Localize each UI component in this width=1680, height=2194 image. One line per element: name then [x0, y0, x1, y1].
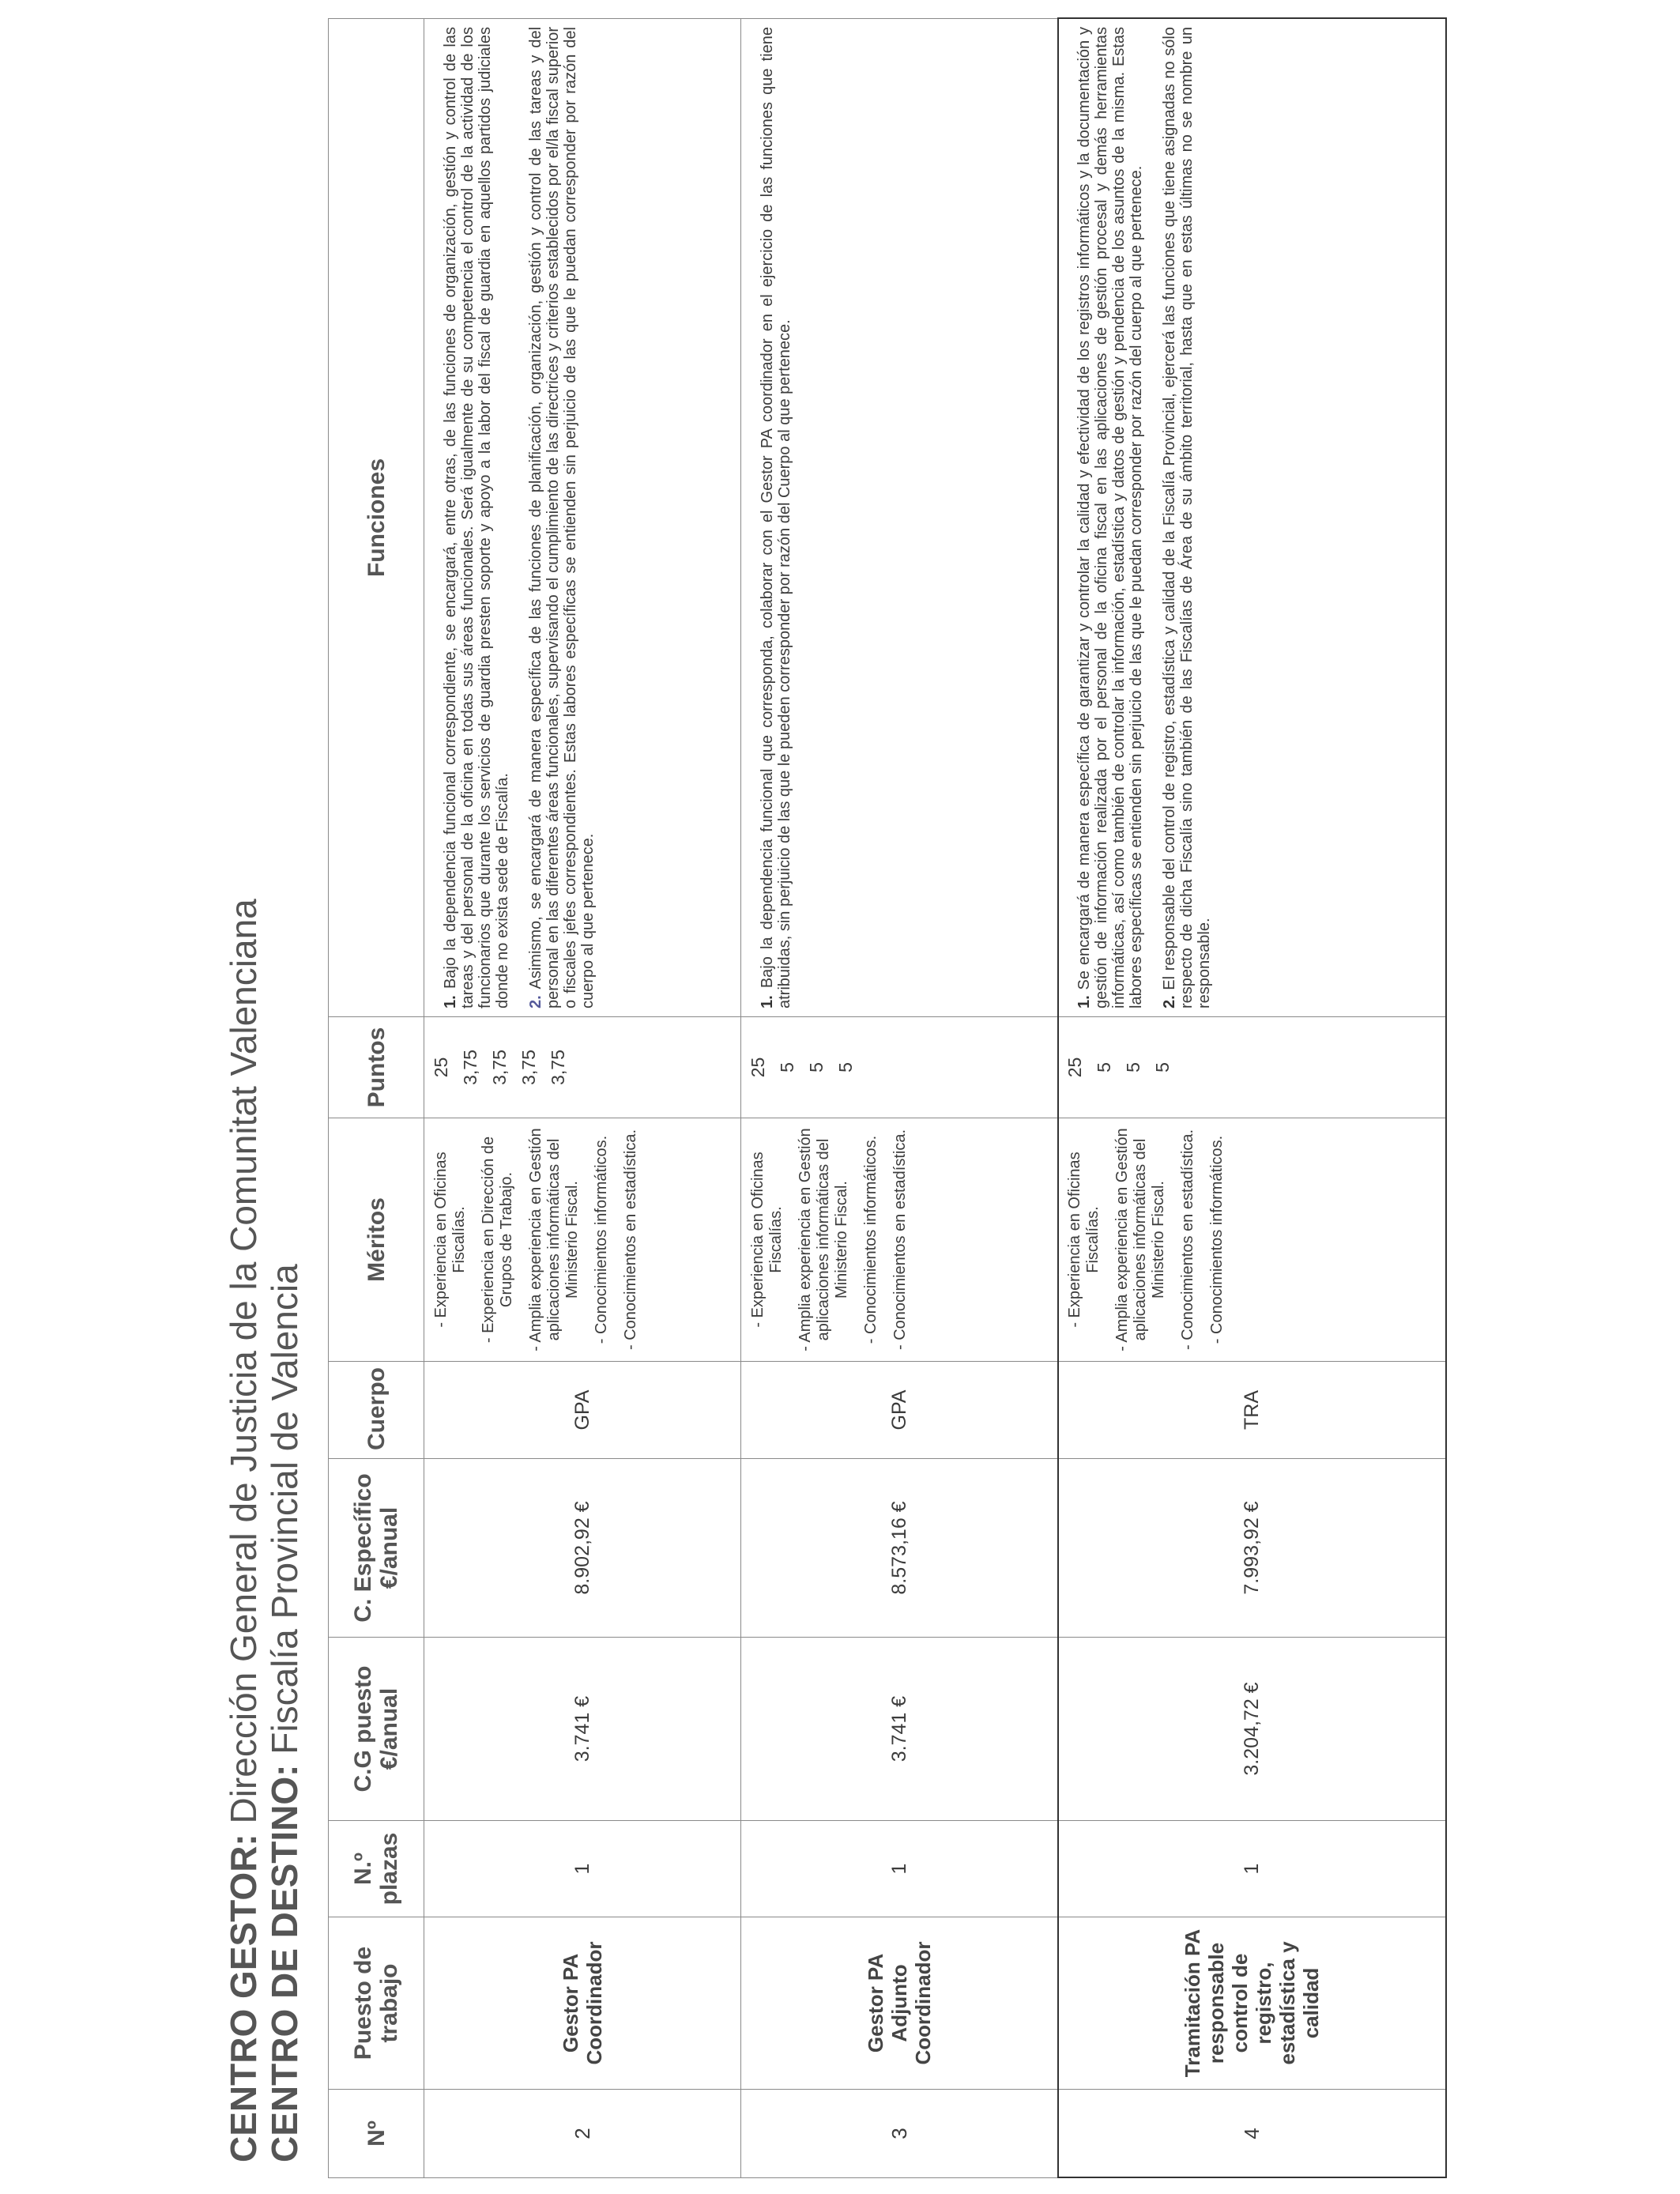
- funciones-cell: [741, 19, 1058, 1017]
- funcion-number: 1.: [442, 995, 459, 1008]
- col-meritos-header: Méritos: [329, 1118, 424, 1362]
- col-num-header: Nº: [329, 2090, 424, 2178]
- cuerpo: GPA: [424, 1362, 741, 1459]
- c-especifico-anual: 8.573,16 €: [741, 1459, 1058, 1638]
- merito-item: - Experiencia en Dirección de Grupos de Trabajo.: [480, 1136, 515, 1344]
- funcion-number: 2.: [527, 995, 544, 1008]
- funcion-paragraph: [759, 27, 793, 1008]
- puntos-item: 5: [1094, 1062, 1114, 1072]
- centro-destino-value: Fiscalía Provincial de Valencia: [264, 1264, 305, 1755]
- row-number: 2: [424, 2090, 741, 2178]
- puntos-item: 3,75: [460, 1050, 480, 1085]
- cuerpo: TRA: [1058, 1362, 1446, 1459]
- funcion-text: Bajo la dependencia funcional correspondiente, se encargará, entre otras, de las funciones de organización, gestión y control de las tareas y del personal de la oficina en todas sus áreas funcionales. Será igualmente de su competencia el control de la actividad de los funcionarios que durante los servicios de guardia presten soporte y apoyo a la labor del fiscal de guardia en aquellos partidos judiciales donde no exista sede de Fiscalía.: [442, 26, 511, 1008]
- table-row: [1058, 19, 1446, 2178]
- funcion-paragraph: [1161, 27, 1213, 1008]
- row-number: 4: [1058, 2090, 1446, 2178]
- puntos-item: 3,75: [489, 1050, 510, 1085]
- funciones-cell: [424, 19, 741, 1017]
- puesto-de-trabajo: Tramitación PA responsable control de registro, estadística y calidad: [1058, 1917, 1446, 2090]
- table-body: [424, 19, 1446, 2178]
- puntos-item: 5: [806, 1062, 827, 1072]
- numero-plazas: 1: [741, 1821, 1058, 1917]
- meritos-cell: [741, 1118, 1058, 1362]
- table-row: [741, 19, 1058, 2178]
- merito-item: - Conocimientos informáticos.: [1208, 1135, 1226, 1344]
- meritos-cell: [1058, 1118, 1446, 1362]
- funcion-paragraph: [527, 27, 597, 1008]
- merito-item: - Conocimientos en estadística.: [622, 1129, 639, 1351]
- col-cuerpo-header: Cuerpo: [329, 1362, 424, 1459]
- funcion-number: 1.: [759, 995, 776, 1008]
- funcion-number: 1.: [1075, 995, 1093, 1008]
- col-ce-header: C. Específico €/anual: [329, 1459, 424, 1638]
- col-cg-header: C.G puesto €/anual: [329, 1638, 424, 1821]
- puntos-item: 3,75: [518, 1050, 539, 1085]
- c-especifico-anual: 8.902,92 €: [424, 1459, 741, 1638]
- puntos-cell: [1058, 1017, 1446, 1118]
- puntos-item: 3,75: [548, 1050, 568, 1085]
- cg-puesto-anual: 3.204,72 €: [1058, 1638, 1446, 1821]
- puesto-de-trabajo: Gestor PA Coordinador: [424, 1917, 741, 2090]
- puntos-item: 5: [835, 1062, 856, 1072]
- funcion-paragraph: [442, 27, 511, 1008]
- numero-plazas: 1: [424, 1821, 741, 1917]
- puntos-item: 25: [748, 1057, 768, 1078]
- merito-item: - Conocimientos informáticos.: [862, 1135, 880, 1344]
- centro-gestor-header: [223, 899, 264, 2162]
- meritos-cell: [424, 1118, 741, 1362]
- funcion-text: Bajo la dependencia funcional que corresponda, colaborar con el Gestor PA coordinador en el ejercicio de las funciones que tiene atribuidas, sin perjuicio de las que le pueden corresponder por razón del Cuerpo al que pertenece.: [759, 27, 793, 1008]
- merito-item: - Amplia experiencia en Gestión aplicaciones informáticas del Ministerio Fiscal.: [797, 1128, 850, 1351]
- centro-destino-header: [264, 1264, 305, 2162]
- merito-item: - Amplia experiencia en Gestión aplicaciones informáticas del Ministerio Fiscal.: [527, 1128, 581, 1351]
- puntos-cell: [424, 1017, 741, 1118]
- funcion-paragraph: [1075, 27, 1145, 1008]
- puestos-table: [328, 18, 1446, 2178]
- cg-puesto-anual: 3.741 €: [741, 1638, 1058, 1821]
- table-header-row: [329, 19, 424, 2178]
- funciones-cell: [1058, 19, 1446, 1017]
- merito-item: - Conocimientos en estadística.: [1179, 1129, 1196, 1351]
- puntos-item: 5: [777, 1062, 797, 1072]
- col-puntos-header: Puntos: [329, 1017, 424, 1118]
- numero-plazas: 1: [1058, 1821, 1446, 1917]
- merito-item: - Conocimientos en estadística.: [891, 1129, 909, 1351]
- centro-gestor-label: CENTRO GESTOR:: [223, 1834, 264, 2162]
- merito-item: - Amplia experiencia en Gestión aplicaciones informáticas del Ministerio Fiscal.: [1113, 1128, 1167, 1351]
- merito-item: - Conocimientos informáticos.: [593, 1135, 610, 1344]
- funcion-text: El responsable del control de registro, estadística y calidad de la Fiscalía Provincial, ejercerá las funciones que tiene asignadas no sólo respecto de dicha Fiscalía sino también de las Fiscalías de Área de su ámbito territorial, hasta que en estas últimas no se nombre un responsable.: [1161, 27, 1213, 1008]
- puntos-item: 5: [1123, 1062, 1143, 1072]
- funcion-number: 2.: [1161, 995, 1178, 1008]
- row-number: 3: [741, 2090, 1058, 2178]
- funcion-text: Se encargará de manera específica de garantizar y controlar la calidad y efectividad de los registros informáticos y la documentación y gestión de información realizada por el personal de la oficina fiscal en las aplicaciones de gestión procesal y demás herramientas informáticas, así como también de controlar la información, estadística y datos de gestión y pendencia de los asuntos de la misma. Estas labores específicas se entienden sin perjuicio de las que le puedan corresponder por razón del cuerpo al que pertenece.: [1075, 27, 1145, 1008]
- centro-gestor-value: Dirección General de Justicia de la Comunitat Valenciana: [223, 899, 264, 1824]
- merito-item: - Experiencia en Oficinas Fiscalías.: [749, 1152, 785, 1328]
- col-plazas-header: N.º plazas: [329, 1821, 424, 1917]
- puesto-de-trabajo: Gestor PA Adjunto Coordinador: [741, 1917, 1058, 2090]
- funcion-text: Asimismo, se encargará de manera específica de las funciones de planificación, organización, gestión y control de las tareas y del personal en las diferentes áreas funcionales, supervisando el cumplimiento de las directrices y criterios establecidos por el/la fiscal superior o fiscales jefes correspondientes. Estas labores específicas se entienden sin perjuicio de las que le puedan corresponder por razón del cuerpo al que pertenece.: [527, 26, 597, 1008]
- puntos-item: 25: [1064, 1057, 1085, 1078]
- centro-destino-label: CENTRO DE DESTINO:: [264, 1764, 305, 2162]
- puntos-cell: [741, 1017, 1058, 1118]
- merito-item: - Experiencia en Oficinas Fiscalías.: [1066, 1152, 1102, 1328]
- cuerpo: GPA: [741, 1362, 1058, 1459]
- puntos-item: 5: [1152, 1062, 1173, 1072]
- cg-puesto-anual: 3.741 €: [424, 1638, 741, 1821]
- c-especifico-anual: 7.993,92 €: [1058, 1459, 1446, 1638]
- table-row: [424, 19, 741, 2178]
- col-funciones-header: Funciones: [329, 19, 424, 1017]
- merito-item: - Experiencia en Oficinas Fiscalías.: [432, 1152, 468, 1328]
- puntos-item: 25: [431, 1057, 451, 1078]
- col-puesto-header: Puesto de trabajo: [329, 1917, 424, 2090]
